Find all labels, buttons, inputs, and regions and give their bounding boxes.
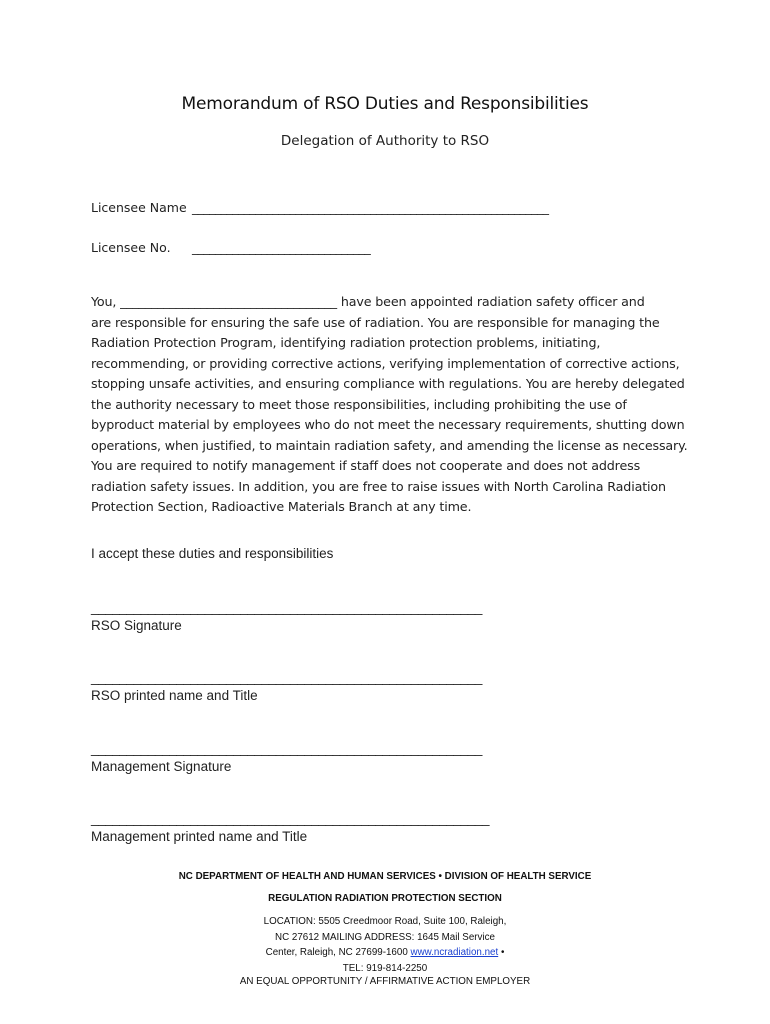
footer-bullet: • (500, 947, 505, 958)
rso-printed-name-label: RSO printed name and Title (91, 688, 258, 703)
paragraph-line: operations, when justified, to maintain radiation safety, and amending the license as necessary. (91, 437, 688, 453)
document-subtitle: Delegation of Authority to RSO (280, 133, 490, 149)
paragraph-line: recommending, or providing corrective actions, verifying implementation of corrective actions, (91, 355, 680, 371)
rso-signature-block (91, 600, 482, 633)
licensee-name-field[interactable]: ______________________________________________________________ (192, 200, 549, 215)
management-printed-name-block (91, 811, 489, 844)
rso-signature-label: RSO Signature (91, 618, 182, 633)
licensee-no-field[interactable]: _______________________________ (192, 240, 371, 255)
paragraph-line: the authority necessary to meet those responsibilities, including prohibiting the use of (91, 396, 627, 412)
footer-location-line: LOCATION: 5505 Creedmoor Road, Suite 100, Raleigh, (263, 916, 507, 927)
paragraph-line: stopping unsafe activities, and ensuring compliance with regulations. You are hereby delegated (91, 376, 685, 391)
licensee-name-label: Licensee Name (91, 200, 187, 215)
licensee-no-label: Licensee No. (91, 240, 171, 255)
management-signature-field[interactable]: _______________________________________________________ (91, 741, 482, 756)
paragraph-line: Protection Section, Radioactive Materials Branch at any time. (91, 499, 472, 514)
footer-location-line (0, 945, 770, 961)
management-signature-block (91, 741, 482, 774)
equal-opportunity-statement: AN EQUAL OPPORTUNITY / AFFIRMATIVE ACTION EMPLOYER (239, 976, 531, 987)
management-printed-name-label: Management printed name and Title (91, 829, 308, 844)
acceptance-statement: I accept these duties and responsibilities (91, 546, 334, 561)
paragraph-line: radiation safety issues. In addition, you are free to raise issues with North Carolina Radiation (91, 478, 666, 494)
rso-signature-field[interactable]: _______________________________________________________ (91, 600, 482, 615)
document-title: Memorandum of RSO Duties and Responsibilities (181, 94, 589, 114)
footer-mailing-city: Center, Raleigh, NC 27699-1600 (265, 947, 408, 958)
delegation-paragraph (91, 292, 691, 518)
paragraph-line: are responsible for ensuring the safe use of radiation. You are responsible for managing the (91, 314, 660, 330)
footer-dept-line: REGULATION RADIATION PROTECTION SECTION (268, 893, 502, 904)
footer-location-line: NC 27612 MAILING ADDRESS: 1645 Mail Service (275, 931, 495, 943)
paragraph-line: You, ___________________________________ have been appointed radiation safety officer and (91, 294, 645, 309)
rso-printed-name-field[interactable]: _______________________________________________________ (91, 670, 482, 685)
footer-location (0, 914, 770, 976)
footer-telephone: TEL: 919-814-2250 (342, 962, 428, 974)
footer-department (0, 866, 770, 910)
management-signature-label: Management Signature (91, 759, 232, 774)
management-printed-name-field[interactable]: ________________________________________________________ (91, 811, 490, 826)
paragraph-line: byproduct material by employees who do not meet the necessary requirements, shutting down (91, 417, 685, 432)
paragraph-line: You are required to notify management if staff does not cooperate and does not address (91, 458, 641, 473)
rso-printed-name-block (91, 670, 482, 703)
website-link[interactable]: www.ncradiation.net (410, 947, 499, 958)
footer-dept-line: NC DEPARTMENT OF HEALTH AND HUMAN SERVICES • DIVISION OF HEALTH SERVICE (178, 871, 592, 882)
paragraph-line: Radiation Protection Program, identifying radiation protection problems, initiating, (91, 335, 601, 350)
